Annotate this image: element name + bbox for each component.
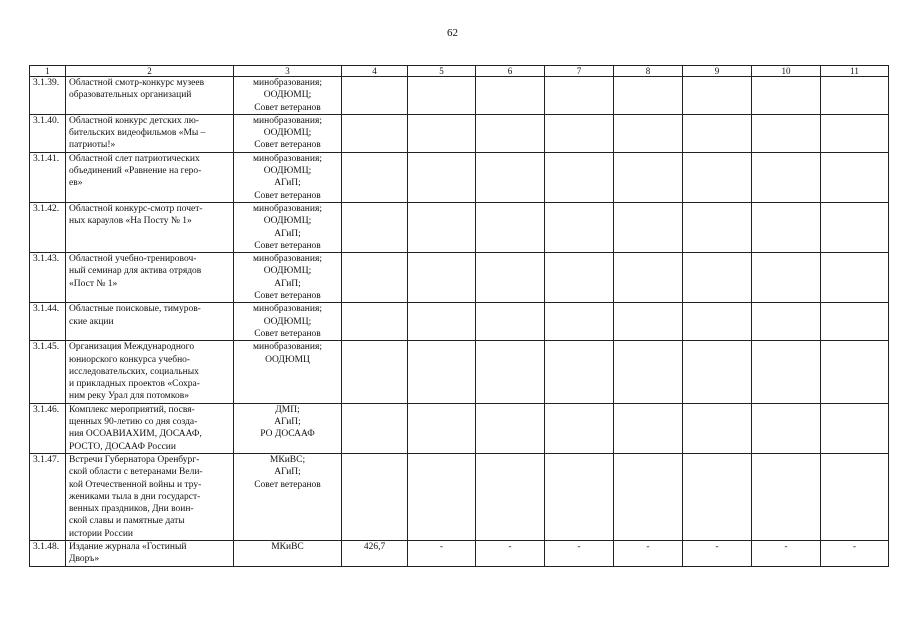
table-row <box>30 540 889 566</box>
column-header: 4 <box>342 66 408 77</box>
funding-value <box>342 453 408 540</box>
funding-value: - <box>821 540 889 566</box>
funding-value <box>342 253 408 303</box>
funding-value <box>752 253 821 303</box>
funding-value: - <box>545 540 614 566</box>
funding-value <box>476 253 545 303</box>
funding-value <box>614 152 683 202</box>
funding-value <box>342 77 408 115</box>
funding-value <box>752 152 821 202</box>
table-row <box>30 114 889 152</box>
column-header: 1 <box>30 66 66 77</box>
funding-value <box>683 152 752 202</box>
funding-value <box>408 303 476 341</box>
funding-value <box>408 453 476 540</box>
column-header: 10 <box>752 66 821 77</box>
funding-value: - <box>614 540 683 566</box>
page-number: 62 <box>447 27 458 39</box>
funding-value <box>408 403 476 453</box>
funding-value <box>614 341 683 403</box>
column-header: 8 <box>614 66 683 77</box>
event-name: Областной смотр-конкурс музеев образовательных организаций <box>66 77 234 115</box>
funding-value <box>821 341 889 403</box>
event-name: Областные поисковые, тимуров- ские акции <box>66 303 234 341</box>
funding-value <box>683 202 752 252</box>
funding-value <box>342 152 408 202</box>
event-name: Областной слет патриотических объединений «Равнение на геро- ев» <box>66 152 234 202</box>
funding-value <box>476 77 545 115</box>
row-number: 3.1.45. <box>30 341 66 403</box>
funding-value <box>752 403 821 453</box>
event-name: Областной конкурс-смотр почет- ных караулов «На Посту № 1» <box>66 202 234 252</box>
column-header: 9 <box>683 66 752 77</box>
funding-value <box>342 341 408 403</box>
funding-value <box>545 303 614 341</box>
executor: минобразования; ООДЮМЦ; АГиП; Совет ветеранов <box>234 152 342 202</box>
funding-value <box>545 202 614 252</box>
funding-value <box>683 403 752 453</box>
funding-value <box>342 303 408 341</box>
funding-value <box>614 77 683 115</box>
funding-value <box>821 77 889 115</box>
table-row <box>30 403 889 453</box>
funding-value <box>476 202 545 252</box>
funding-value <box>476 341 545 403</box>
funding-value <box>683 453 752 540</box>
column-header: 7 <box>545 66 614 77</box>
funding-value: 426,7 <box>342 540 408 566</box>
table-row <box>30 453 889 540</box>
funding-value <box>545 403 614 453</box>
funding-value <box>821 403 889 453</box>
column-header-row <box>30 66 889 77</box>
funding-value <box>683 253 752 303</box>
table-row <box>30 303 889 341</box>
column-header: 6 <box>476 66 545 77</box>
funding-value <box>476 114 545 152</box>
event-name: Организация Международного юниорского конкурса учебно- исследовательских, социальных и прикладных проектов «Сохра- ним реку Урал для потомков» <box>66 341 234 403</box>
funding-value <box>683 77 752 115</box>
row-number: 3.1.42. <box>30 202 66 252</box>
funding-value <box>683 303 752 341</box>
funding-value <box>821 202 889 252</box>
table-row <box>30 253 889 303</box>
funding-value <box>342 202 408 252</box>
column-header: 11 <box>821 66 889 77</box>
program-table <box>29 65 889 567</box>
row-number: 3.1.40. <box>30 114 66 152</box>
executor: минобразования; ООДЮМЦ; Совет ветеранов <box>234 114 342 152</box>
funding-value <box>408 77 476 115</box>
funding-value <box>614 202 683 252</box>
funding-value <box>821 114 889 152</box>
funding-value <box>476 303 545 341</box>
executor: минобразования; ООДЮМЦ <box>234 341 342 403</box>
executor: МКиВС; АГиП; Совет ветеранов <box>234 453 342 540</box>
funding-value <box>545 114 614 152</box>
funding-value <box>752 453 821 540</box>
funding-value <box>545 253 614 303</box>
funding-value <box>408 253 476 303</box>
funding-value <box>752 303 821 341</box>
funding-value <box>752 114 821 152</box>
funding-value <box>476 403 545 453</box>
executor: ДМП; АГиП; РО ДОСААФ <box>234 403 342 453</box>
funding-value: - <box>683 540 752 566</box>
row-number: 3.1.47. <box>30 453 66 540</box>
funding-value <box>821 453 889 540</box>
funding-value <box>342 403 408 453</box>
funding-value <box>408 114 476 152</box>
funding-value <box>476 453 545 540</box>
funding-value: - <box>408 540 476 566</box>
column-header: 2 <box>66 66 234 77</box>
event-name: Издание журнала «Гостиный Дворъ» <box>66 540 234 566</box>
funding-value <box>476 152 545 202</box>
funding-value: - <box>752 540 821 566</box>
executor: минобразования; ООДЮМЦ; Совет ветеранов <box>234 77 342 115</box>
funding-value <box>545 453 614 540</box>
executor: МКиВС <box>234 540 342 566</box>
table-row <box>30 152 889 202</box>
funding-value <box>752 202 821 252</box>
row-number: 3.1.44. <box>30 303 66 341</box>
event-name: Комплекс мероприятий, посвя- щенных 90-летию со дня созда- ния ОСОАВИАХИМ, ДОСААФ, РОСТО, ДОСААФ России <box>66 403 234 453</box>
table-row <box>30 202 889 252</box>
funding-value <box>683 114 752 152</box>
row-number: 3.1.48. <box>30 540 66 566</box>
executor: минобразования; ООДЮМЦ; Совет ветеранов <box>234 303 342 341</box>
funding-value <box>683 341 752 403</box>
row-number: 3.1.46. <box>30 403 66 453</box>
executor: минобразования; ООДЮМЦ; АГиП; Совет ветеранов <box>234 253 342 303</box>
row-number: 3.1.39. <box>30 77 66 115</box>
table-row <box>30 341 889 403</box>
funding-value <box>821 303 889 341</box>
funding-value <box>614 253 683 303</box>
funding-value <box>342 114 408 152</box>
row-number: 3.1.43. <box>30 253 66 303</box>
funding-value <box>408 152 476 202</box>
row-number: 3.1.41. <box>30 152 66 202</box>
column-header: 5 <box>408 66 476 77</box>
funding-value <box>545 77 614 115</box>
column-header: 3 <box>234 66 342 77</box>
executor: минобразования; ООДЮМЦ; АГиП; Совет ветеранов <box>234 202 342 252</box>
funding-value <box>614 303 683 341</box>
funding-value <box>614 403 683 453</box>
event-name: Областной учебно-тренировоч- ный семинар для актива отрядов «Пост № 1» <box>66 253 234 303</box>
funding-value <box>752 341 821 403</box>
funding-value: - <box>476 540 545 566</box>
funding-value <box>821 152 889 202</box>
funding-value <box>545 152 614 202</box>
event-name: Встречи Губернатора Оренбург- ской области с ветеранами Вели- кой Отечественной войны и тру- жениками тыла в дни государст- венных праздников, Дни воин- ской славы и памятные даты истории России <box>66 453 234 540</box>
event-name: Областной конкурс детских лю- бительских видеофильмов «Мы – патриоты!» <box>66 114 234 152</box>
funding-value <box>545 341 614 403</box>
funding-value <box>408 202 476 252</box>
funding-value <box>821 253 889 303</box>
funding-value <box>614 114 683 152</box>
table-row <box>30 77 889 115</box>
funding-value <box>752 77 821 115</box>
funding-value <box>614 453 683 540</box>
funding-value <box>408 341 476 403</box>
